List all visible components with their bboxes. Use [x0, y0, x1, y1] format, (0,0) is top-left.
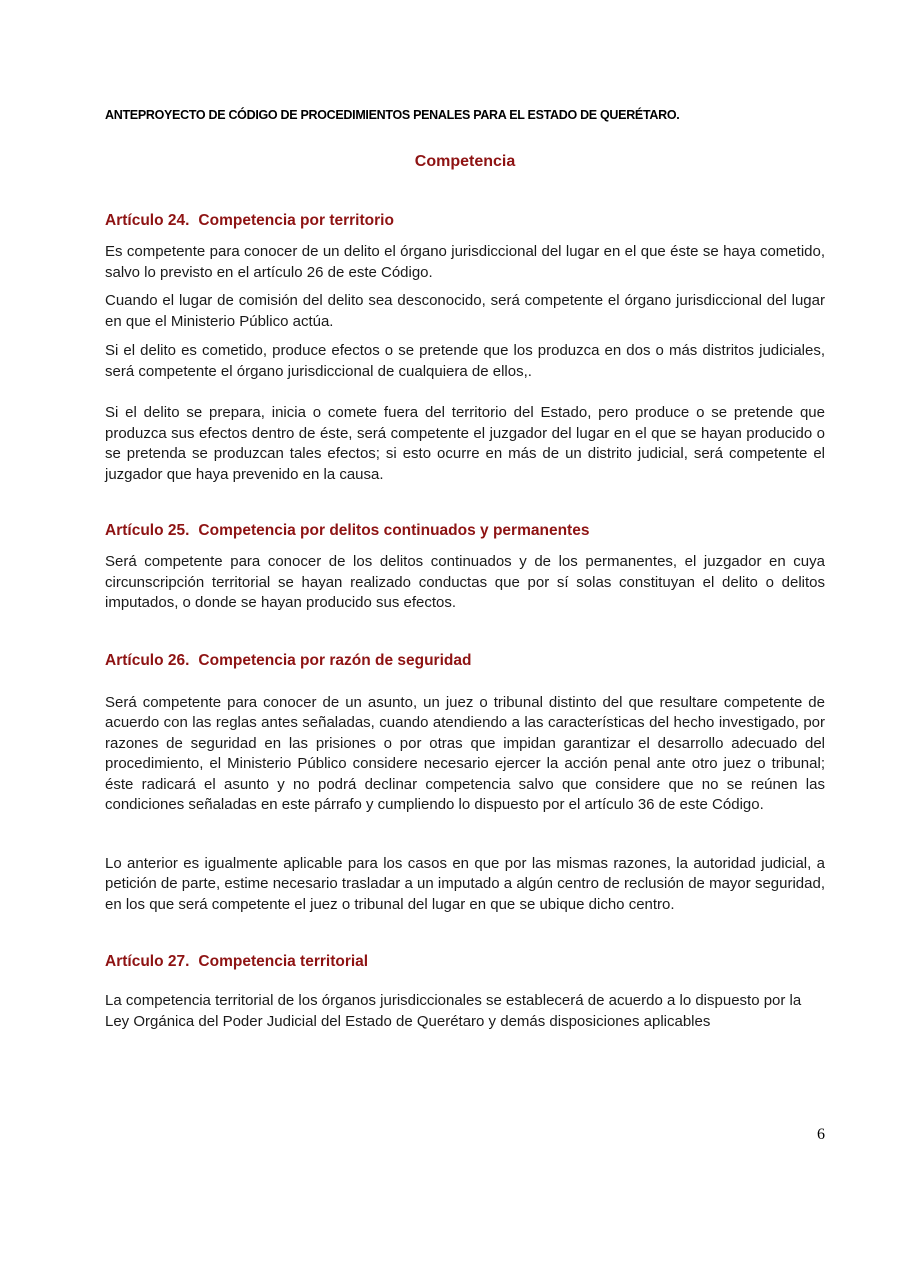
article-27-number: Artículo 27. [105, 953, 190, 970]
article-27-paragraph: La competencia territorial de los órganos jurisdiccionales se establecerá de acuerdo a lo dispuesto por la Ley Orgánica del Poder Judicial del Estado de Querétaro y demás disposiciones aplicables [105, 992, 802, 1030]
section-title: Competencia [414, 153, 516, 170]
article-26-paragraph: Será competente para conocer de un asunto, un juez o tribunal distinto del que resultare competente de acuerdo con las reglas antes señaladas, cuando atendiendo a las características del hecho investigado, por razones de seguridad en las prisiones o por otras que impidan garantizar el desarrollo adecuado del procedimiento, el Ministerio Público considere necesario ejercer la acción penal ante otro juez o tribunal; éste radicará el asunto y no podrá declinar competencia salvo que considere que no se reúnen las condiciones señaladas en este párrafo y cumpliendo lo dispuesto por el artículo 36 de este Código. [105, 693, 825, 813]
article-26-number: Artículo 26. [105, 651, 190, 669]
article-26-paragraph: Lo anterior es igualmente aplicable para los casos en que por las mismas razones, la autoridad judicial, a petición de parte, estime necesario trasladar a un imputado a algún centro de reclusión de mayor seguridad, en los que será competente el juez o tribunal del lugar en que se ubique dicho centro. [105, 854, 825, 913]
article-24-heading [105, 212, 825, 230]
article-25-paragraph: Será competente para conocer de los delitos continuados y de los permanentes, el juzgador en cuya circunscripción territorial se hayan realizado conductas que por sí solas constituyan el delito o delitos imputados, o donde se hayan producido sus efectos. [105, 553, 825, 611]
article-24-number: Artículo 24. [105, 212, 190, 229]
article-25-title: Competencia por delitos continuados y permanentes [198, 522, 590, 539]
article-24-title: Competencia por territorio [198, 212, 394, 229]
article-26-title: Competencia por razón de seguridad [198, 651, 472, 669]
running-header: ANTEPROYECTO DE CÓDIGO DE PROCEDIMIENTOS PENALES PARA EL ESTADO DE QUERÉTARO. [105, 108, 680, 122]
article-27-heading [105, 953, 825, 971]
article-25-heading [105, 522, 825, 540]
article-24-paragraph: Es competente para conocer de un delito el órgano jurisdiccional del lugar en el que éste se haya cometido, salvo lo previsto en el artículo 26 de este Código. [105, 243, 825, 281]
page-number: 6 [817, 1126, 825, 1143]
article-25-number: Artículo 25. [105, 522, 190, 539]
article-24-paragraph: Si el delito es cometido, produce efectos o se pretende que los produzca en dos o más distritos judiciales, será competente el órgano jurisdiccional de cualquiera de ellos,. [105, 342, 825, 380]
article-24-paragraph: Si el delito se prepara, inicia o comete fuera del territorio del Estado, pero produce o se pretende que produzca sus efectos dentro de éste, será competente el juzgador del lugar en el que se hayan producido o se pretenda se produzcan tales efectos; si esto ocurre en más de un distrito judicial, será competente el juzgador que haya prevenido en la causa. [105, 404, 825, 483]
article-26-heading [105, 652, 825, 670]
article-27-title: Competencia territorial [198, 953, 369, 970]
document-content [105, 108, 825, 1032]
article-24-paragraph: Cuando el lugar de comisión del delito sea desconocido, será competente el órgano jurisdiccional del lugar en que el Ministerio Público actúa. [105, 292, 825, 330]
